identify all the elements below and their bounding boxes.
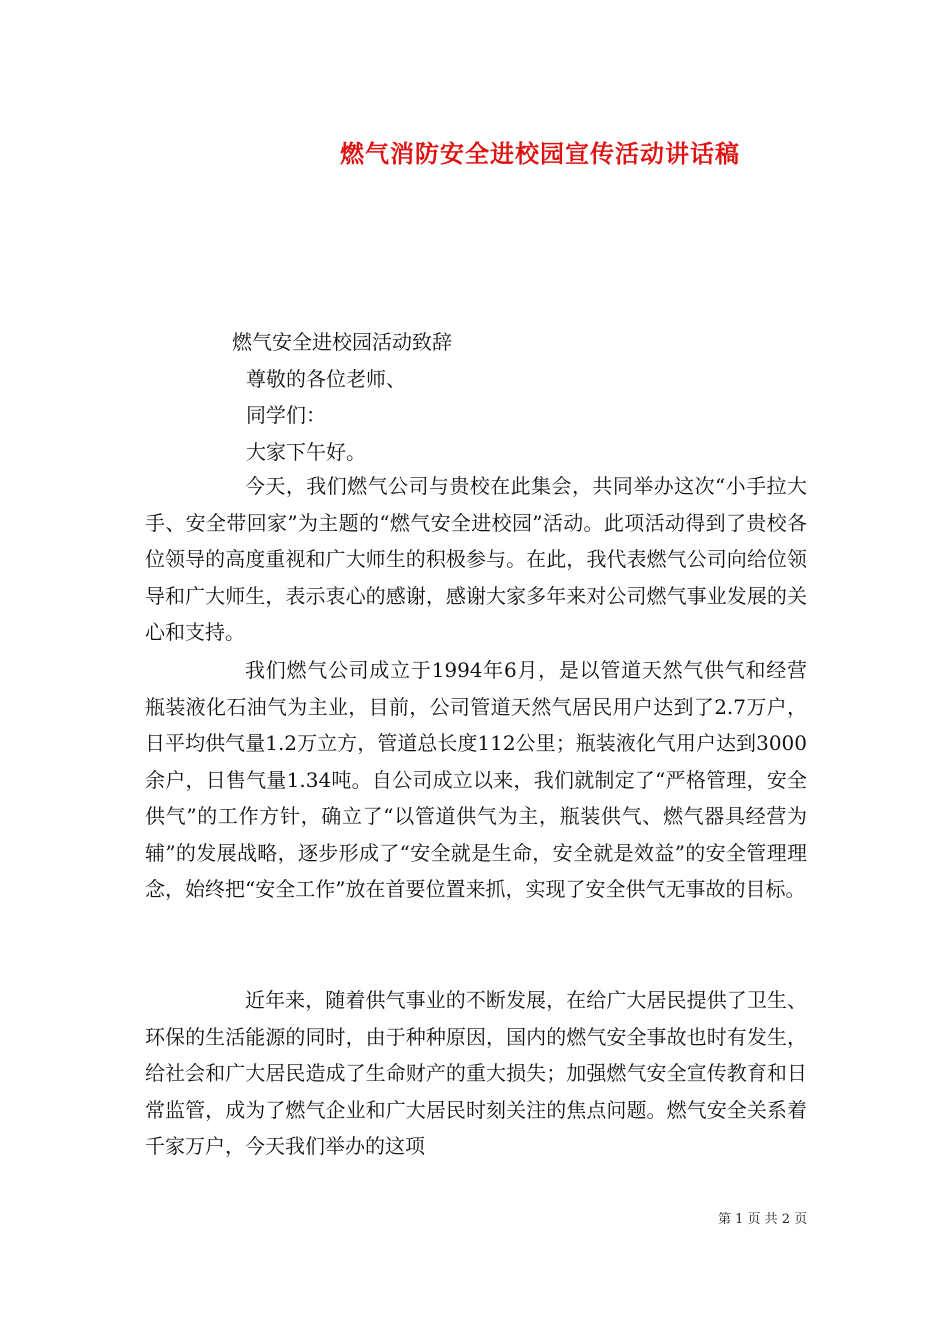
salutation-line-1: 尊敬的各位老师、	[246, 367, 406, 391]
page-footer: 第 1 页 共 2 页	[718, 1212, 808, 1227]
speech-subtitle: 燃气安全进校园活动致辞	[232, 330, 452, 354]
document-title: 燃气消防安全进校园宣传活动讲话稿	[340, 139, 740, 168]
paragraph-1: 今天，我们燃气公司与贵校在此集会，共同举办这次“小手拉大手、安全带回家”为主题的“燃气安全进校园”活动。此项活动得到了贵校各位领导的高度重视和广大师生的积极参与。在此，我代表燃气公司向给位领导和广大师生，表示衷心的感谢，感谢大家多年来对公司燃气事业发展的关心和支持。	[145, 474, 807, 644]
greeting: 大家下午好。	[246, 440, 366, 464]
salutation-line-2: 同学们：	[246, 403, 326, 427]
paragraph-2: 我们燃气公司成立于1994年6月，是以管道天然气供气和经营瓶装液化石油气为主业，目前，公司管道天然气居民用户达到了2.7万户，日平均供气量1.2万立方，管道总长度112公里；瓶装液化气用户达到3000余户，日售气量1.34吨。自公司成立以来，我们就制定了“严格管理，安全供气”的工作方针，确立了“以管道供气为主，瓶装供气、燃气器具经营为辅”的发展战略，逐步形成了“安全就是生命，安全就是效益”的安全管理理念，始终把“安全工作”放在首要位置来抓，实现了安全供气无事故的目标。	[145, 658, 807, 901]
paragraph-3: 近年来，随着供气事业的不断发展，在给广大居民提供了卫生、环保的生活能源的同时，由于种种原因，国内的燃气安全事故也时有发生，给社会和广大居民造成了生命财产的重大损失；加强燃气安全宣传教育和日常监管，成为了燃气企业和广大居民时刻关注的焦点问题。燃气安全关系着千家万户，今天我们举办的这项	[145, 988, 807, 1158]
